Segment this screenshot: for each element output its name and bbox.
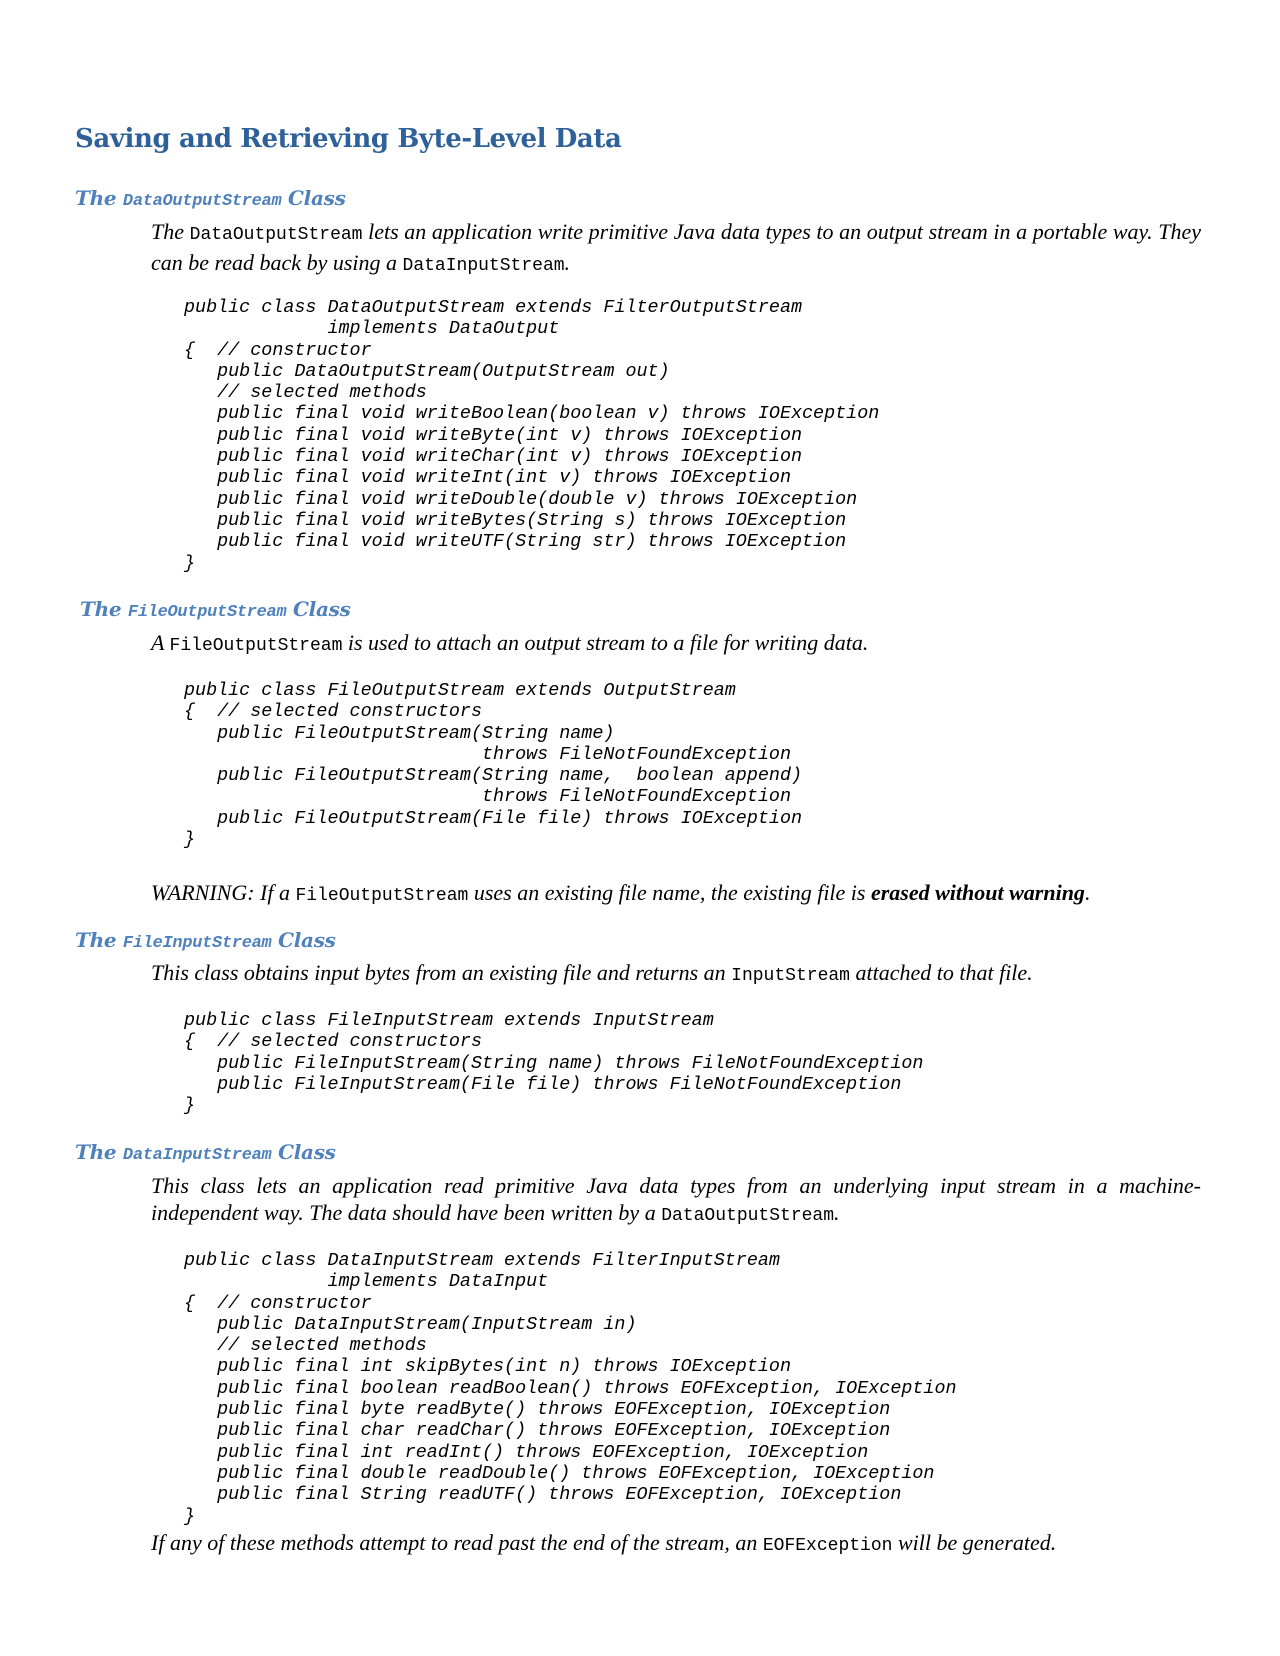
inline-code: FileOutputStream bbox=[169, 636, 343, 656]
page-title: Saving and Retrieving Byte-Level Data bbox=[75, 124, 622, 154]
code-line: // selected methods bbox=[184, 1335, 427, 1357]
code-line: public class FileInputStream extends InputStream bbox=[184, 1010, 714, 1031]
code-line: public FileInputStream(File file) throws FileNotFoundException bbox=[184, 1073, 902, 1095]
code-line: public FileOutputStream(String name, boolean append) bbox=[184, 765, 803, 787]
code-line: public FileOutputStream(File file) throws IOException bbox=[184, 807, 803, 829]
inline-code: EOFException bbox=[762, 1536, 893, 1556]
code-line: implements DataInput bbox=[184, 1271, 549, 1293]
code-line: public final int readInt() throws EOFException, IOException bbox=[184, 1441, 869, 1463]
heading-prefix: The bbox=[75, 1140, 117, 1164]
section-description bbox=[151, 959, 1201, 990]
code-line: public final void writeByte(int v) throws IOException bbox=[184, 424, 803, 446]
code-line: public DataOutputStream(OutputStream out) bbox=[184, 360, 670, 382]
section-heading-fileinputstream bbox=[75, 928, 336, 953]
heading-class-name: FileOutputStream bbox=[127, 603, 287, 622]
code-line: public final String readUTF() throws EOFException, IOException bbox=[184, 1484, 902, 1506]
code-line: public final void writeChar(int v) throws IOException bbox=[184, 446, 803, 468]
code-block-fileinputstream bbox=[184, 1010, 923, 1116]
code-line: } bbox=[184, 1095, 196, 1117]
heading-suffix: Class bbox=[278, 1140, 336, 1164]
text-run: This class obtains input bytes from an existing file and returns an bbox=[151, 960, 732, 985]
text-run: . bbox=[1084, 880, 1091, 905]
code-line: public FileOutputStream(String name) bbox=[184, 722, 615, 744]
heading-suffix: Class bbox=[288, 186, 346, 210]
code-line: public final boolean readBoolean() throws EOFException, IOException bbox=[184, 1377, 957, 1399]
code-block-dataoutputstream bbox=[184, 297, 879, 574]
section-description bbox=[151, 1172, 1201, 1230]
text-run: WARNING: If a bbox=[151, 880, 296, 905]
inline-code: FileOutputStream bbox=[295, 886, 469, 906]
code-line: public final void writeDouble(double v) throws IOException bbox=[184, 488, 858, 510]
text-run: If any of these methods attempt to read past the end of the stream, an bbox=[151, 1530, 763, 1555]
text-run: A bbox=[151, 630, 170, 655]
text-run: is used to attach an output stream to a file for writing data. bbox=[342, 630, 869, 655]
code-line: { // constructor bbox=[184, 339, 372, 361]
code-line: public final void writeBoolean(boolean v) throws IOException bbox=[184, 403, 880, 425]
code-line: public final double readDouble() throws EOFException, IOException bbox=[184, 1462, 935, 1484]
heading-suffix: Class bbox=[293, 597, 351, 621]
heading-prefix: The bbox=[80, 597, 122, 621]
code-line: public final void writeUTF(String str) throws IOException bbox=[184, 531, 847, 553]
section-heading-dataoutputstream bbox=[75, 186, 346, 211]
code-line: public FileInputStream(String name) throws FileNotFoundException bbox=[184, 1052, 924, 1074]
section-heading-datainputstream bbox=[75, 1140, 336, 1165]
code-line: // selected methods bbox=[184, 382, 427, 404]
code-line: { // selected constructors bbox=[184, 701, 482, 723]
text-run: . bbox=[564, 250, 571, 275]
code-line: { // constructor bbox=[184, 1292, 372, 1314]
heading-prefix: The bbox=[75, 928, 117, 952]
heading-class-name: DataInputStream bbox=[122, 1146, 272, 1165]
text-run: lets an application write primitive Java data types to an output stream in a portable way. They can be read back by using a bbox=[151, 219, 1202, 275]
code-line: public final int skipBytes(int n) throws IOException bbox=[184, 1356, 791, 1378]
text-run: . bbox=[834, 1200, 840, 1225]
heading-suffix: Class bbox=[278, 928, 336, 952]
code-line: public class DataOutputStream extends FilterOutputStream bbox=[184, 297, 803, 318]
section-heading-fileoutputstream bbox=[80, 597, 351, 622]
footer-note bbox=[151, 1529, 1201, 1560]
inline-code: InputStream bbox=[731, 966, 850, 986]
emphasis: erased without warning bbox=[870, 880, 1085, 905]
inline-code: DataInputStream bbox=[402, 256, 565, 276]
code-line: public class FileOutputStream extends OutputStream bbox=[184, 680, 736, 701]
heading-class-name: FileInputStream bbox=[122, 934, 272, 953]
section-description bbox=[151, 218, 1201, 280]
warning-note bbox=[151, 879, 1201, 910]
code-line: { // selected constructors bbox=[184, 1031, 482, 1053]
text-run: uses an existing file name, the existing file is bbox=[468, 880, 871, 905]
inline-code: DataOutputStream bbox=[189, 225, 363, 245]
text-run: The bbox=[151, 219, 190, 244]
inline-code: DataOutputStream bbox=[661, 1206, 835, 1226]
code-line: } bbox=[184, 829, 196, 851]
section-description bbox=[151, 629, 1201, 660]
code-line: public final void writeInt(int v) throws IOException bbox=[184, 467, 791, 489]
text-run: This class lets an application read primitive Java data types from an underlying input stream in a machine-independent way. The data should have been written by a bbox=[151, 1173, 1201, 1225]
code-line: public DataInputStream(InputStream in) bbox=[184, 1313, 637, 1335]
code-line: } bbox=[184, 552, 196, 574]
code-line: throws FileNotFoundException bbox=[184, 786, 791, 808]
code-line: } bbox=[184, 1505, 196, 1527]
code-line: public final char readChar() throws EOFException, IOException bbox=[184, 1420, 891, 1442]
code-line: throws FileNotFoundException bbox=[184, 743, 791, 765]
code-line: public final void writeBytes(String s) throws IOException bbox=[184, 509, 847, 531]
code-block-datainputstream bbox=[184, 1250, 957, 1527]
text-run: attached to that file. bbox=[849, 960, 1033, 985]
code-line: implements DataOutput bbox=[184, 318, 560, 340]
code-block-fileoutputstream bbox=[184, 680, 802, 850]
heading-class-name: DataOutputStream bbox=[122, 192, 282, 211]
code-line: public final byte readByte() throws EOFException, IOException bbox=[184, 1399, 891, 1421]
code-line: public class DataInputStream extends FilterInputStream bbox=[184, 1250, 780, 1271]
text-run: will be generated. bbox=[892, 1530, 1057, 1555]
heading-prefix: The bbox=[75, 186, 117, 210]
